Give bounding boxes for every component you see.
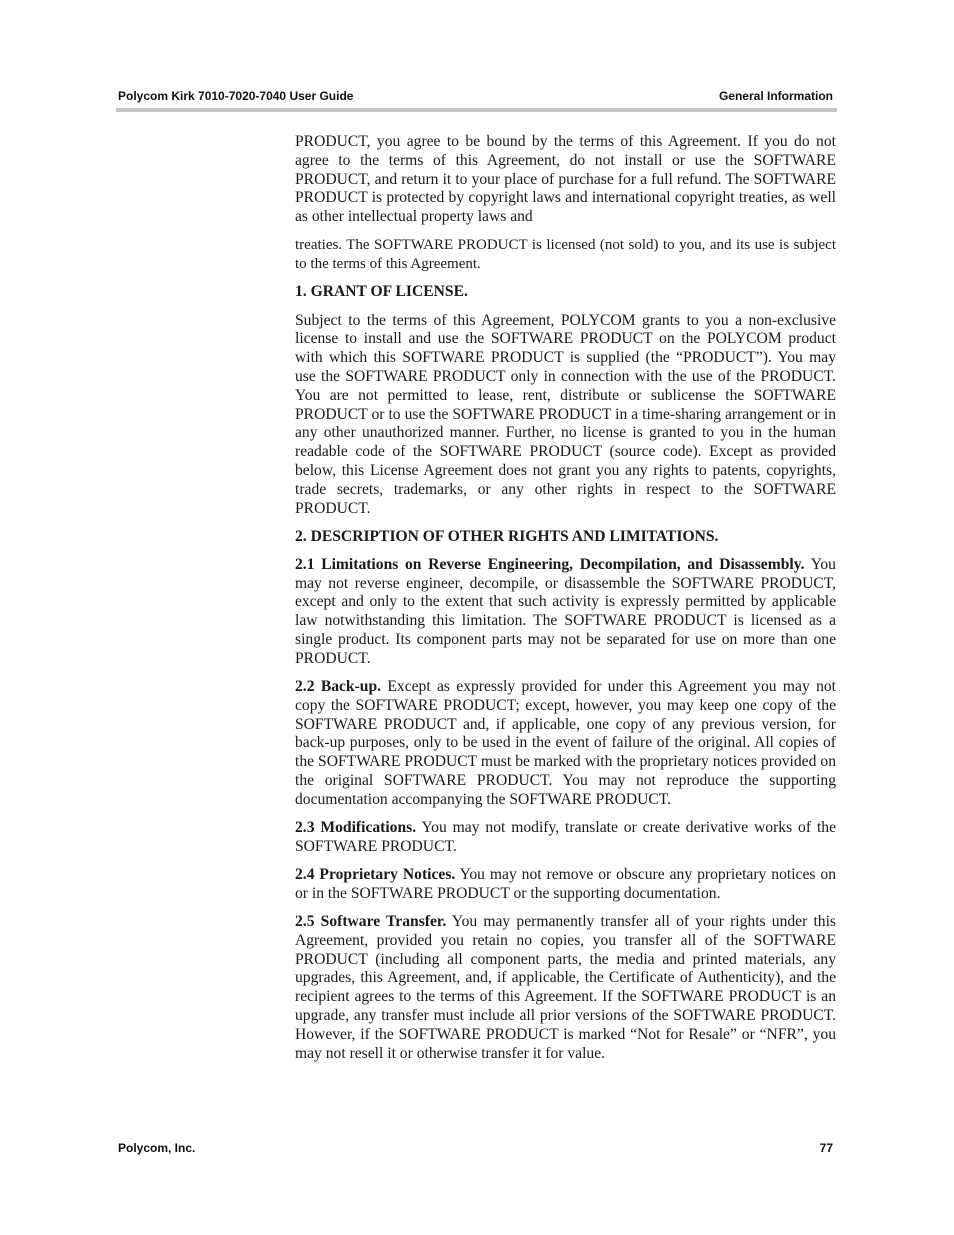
- paragraph-software-transfer: [295, 913, 836, 1063]
- header-section-title: General Information: [718, 89, 833, 103]
- text-modifications: You may not modify, translate or create derivative works of the SOFTWARE PRODUCT.: [295, 819, 836, 855]
- footer-page-number: 77: [819, 1141, 833, 1155]
- heading-grant-of-license: 1. GRANT OF LICENSE.: [295, 283, 468, 301]
- paragraph-back-up: [295, 678, 836, 810]
- lead-modifications: 2.3 Modifications.: [295, 819, 417, 837]
- heading-other-rights: 2. DESCRIPTION OF OTHER RIGHTS AND LIMITATIONS.: [295, 527, 719, 545]
- header-document-title: Polycom Kirk 7010-7020-7040 User Guide: [118, 89, 354, 103]
- lead-proprietary-notices: 2.4 Proprietary Notices.: [295, 866, 456, 884]
- page-body: [295, 133, 836, 1073]
- text-reverse-engineering: You may not reverse engineer, decompile, or disassemble the SOFTWARE PRODUCT, except and only to the extent that such activity is expressly permitted by applicable law notwithstanding this limitation. The SOFTWARE PRODUCT is licensed as a single product. Its component parts may not be separated for use on more than one PRODUCT.: [295, 555, 836, 667]
- footer-company: Polycom, Inc.: [118, 1141, 196, 1155]
- header-divider: [116, 108, 837, 112]
- paragraph-grant-of-license: Subject to the terms of this Agreement, POLYCOM grants to you a non-exclusive license to install and use the SOFTWARE PRODUCT on the POLYCOM product with which this SOFTWARE PRODUCT is supplied (the “PRODUCT”). You may use the SOFTWARE PRODUCT only in connection with the use of the PRODUCT. You are not permitted to lease, rent, distribute or sublicense the SOFTWARE PRODUCT or to use the SOFTWARE PRODUCT in a time-sharing arrangement or in any other unauthorized manner. Further, no license is granted to you in the human readable code of the SOFTWARE PRODUCT (source code). Except as provided below, this License Agreement does not grant you any rights to patents, copyrights, trade secrets, trademarks, or any other rights in respect to the SOFTWARE PRODUCT.: [295, 311, 836, 517]
- text-back-up: Except as expressly provided for under this Agreement you may not copy the SOFTWARE PRODUCT; except, however, you may keep one copy of the SOFTWARE PRODUCT and, if applicable, one copy of any previous version, for back-up purposes, only to be used in the event of failure of the original. All copies of the SOFTWARE PRODUCT must be marked with the proprietary notices provided on the original SOFTWARE PRODUCT. You may not reproduce the supporting documentation accompanying the SOFTWARE PRODUCT.: [295, 678, 836, 808]
- lead-software-transfer: 2.5 Software Transfer.: [295, 913, 447, 930]
- text-software-transfer: You may permanently transfer all of your rights under this Agreement, provided you retain no copies, you transfer all of the SOFTWARE PRODUCT (including all component parts, the media and printed materials, any upgrades, this Agreement, and, if applicable, the Certificate of Authenticity), and the recipient agrees to the terms of this Agreement. If the SOFTWARE PRODUCT is an upgrade, any transfer must include all prior versions of the SOFTWARE PRODUCT. However, if the SOFTWARE PRODUCT is marked “Not for Resale” or “NFR”, you may not resell it or otherwise transfer it for value.: [295, 913, 837, 1062]
- paragraph-proprietary-notices: [295, 866, 836, 904]
- lead-back-up: 2.2 Back-up.: [295, 678, 382, 696]
- lead-reverse-engineering: 2.1 Limitations on Reverse Engineering, Decompilation, and Disassembly.: [295, 555, 805, 573]
- text-proprietary-notices: You may not remove or obscure any proprietary notices on or in the SOFTWARE PRODUCT or the supporting documentation.: [295, 866, 836, 902]
- paragraph-product-agreement: PRODUCT, you agree to be bound by the terms of this Agreement. If you do not agree to the terms of this Agreement, do not install or use the SOFTWARE PRODUCT, and return it to your place of purchase for a full refund. The SOFTWARE PRODUCT is protected by copyright laws and international copyright treaties, as well as other intellectual property laws and: [295, 133, 836, 226]
- paragraph-licensed-not-sold: treaties. The SOFTWARE PRODUCT is licensed (not sold) to you, and its use is subject to the terms of this Agreement.: [295, 237, 836, 273]
- paragraph-reverse-engineering: [295, 556, 836, 669]
- paragraph-modifications: [295, 819, 836, 857]
